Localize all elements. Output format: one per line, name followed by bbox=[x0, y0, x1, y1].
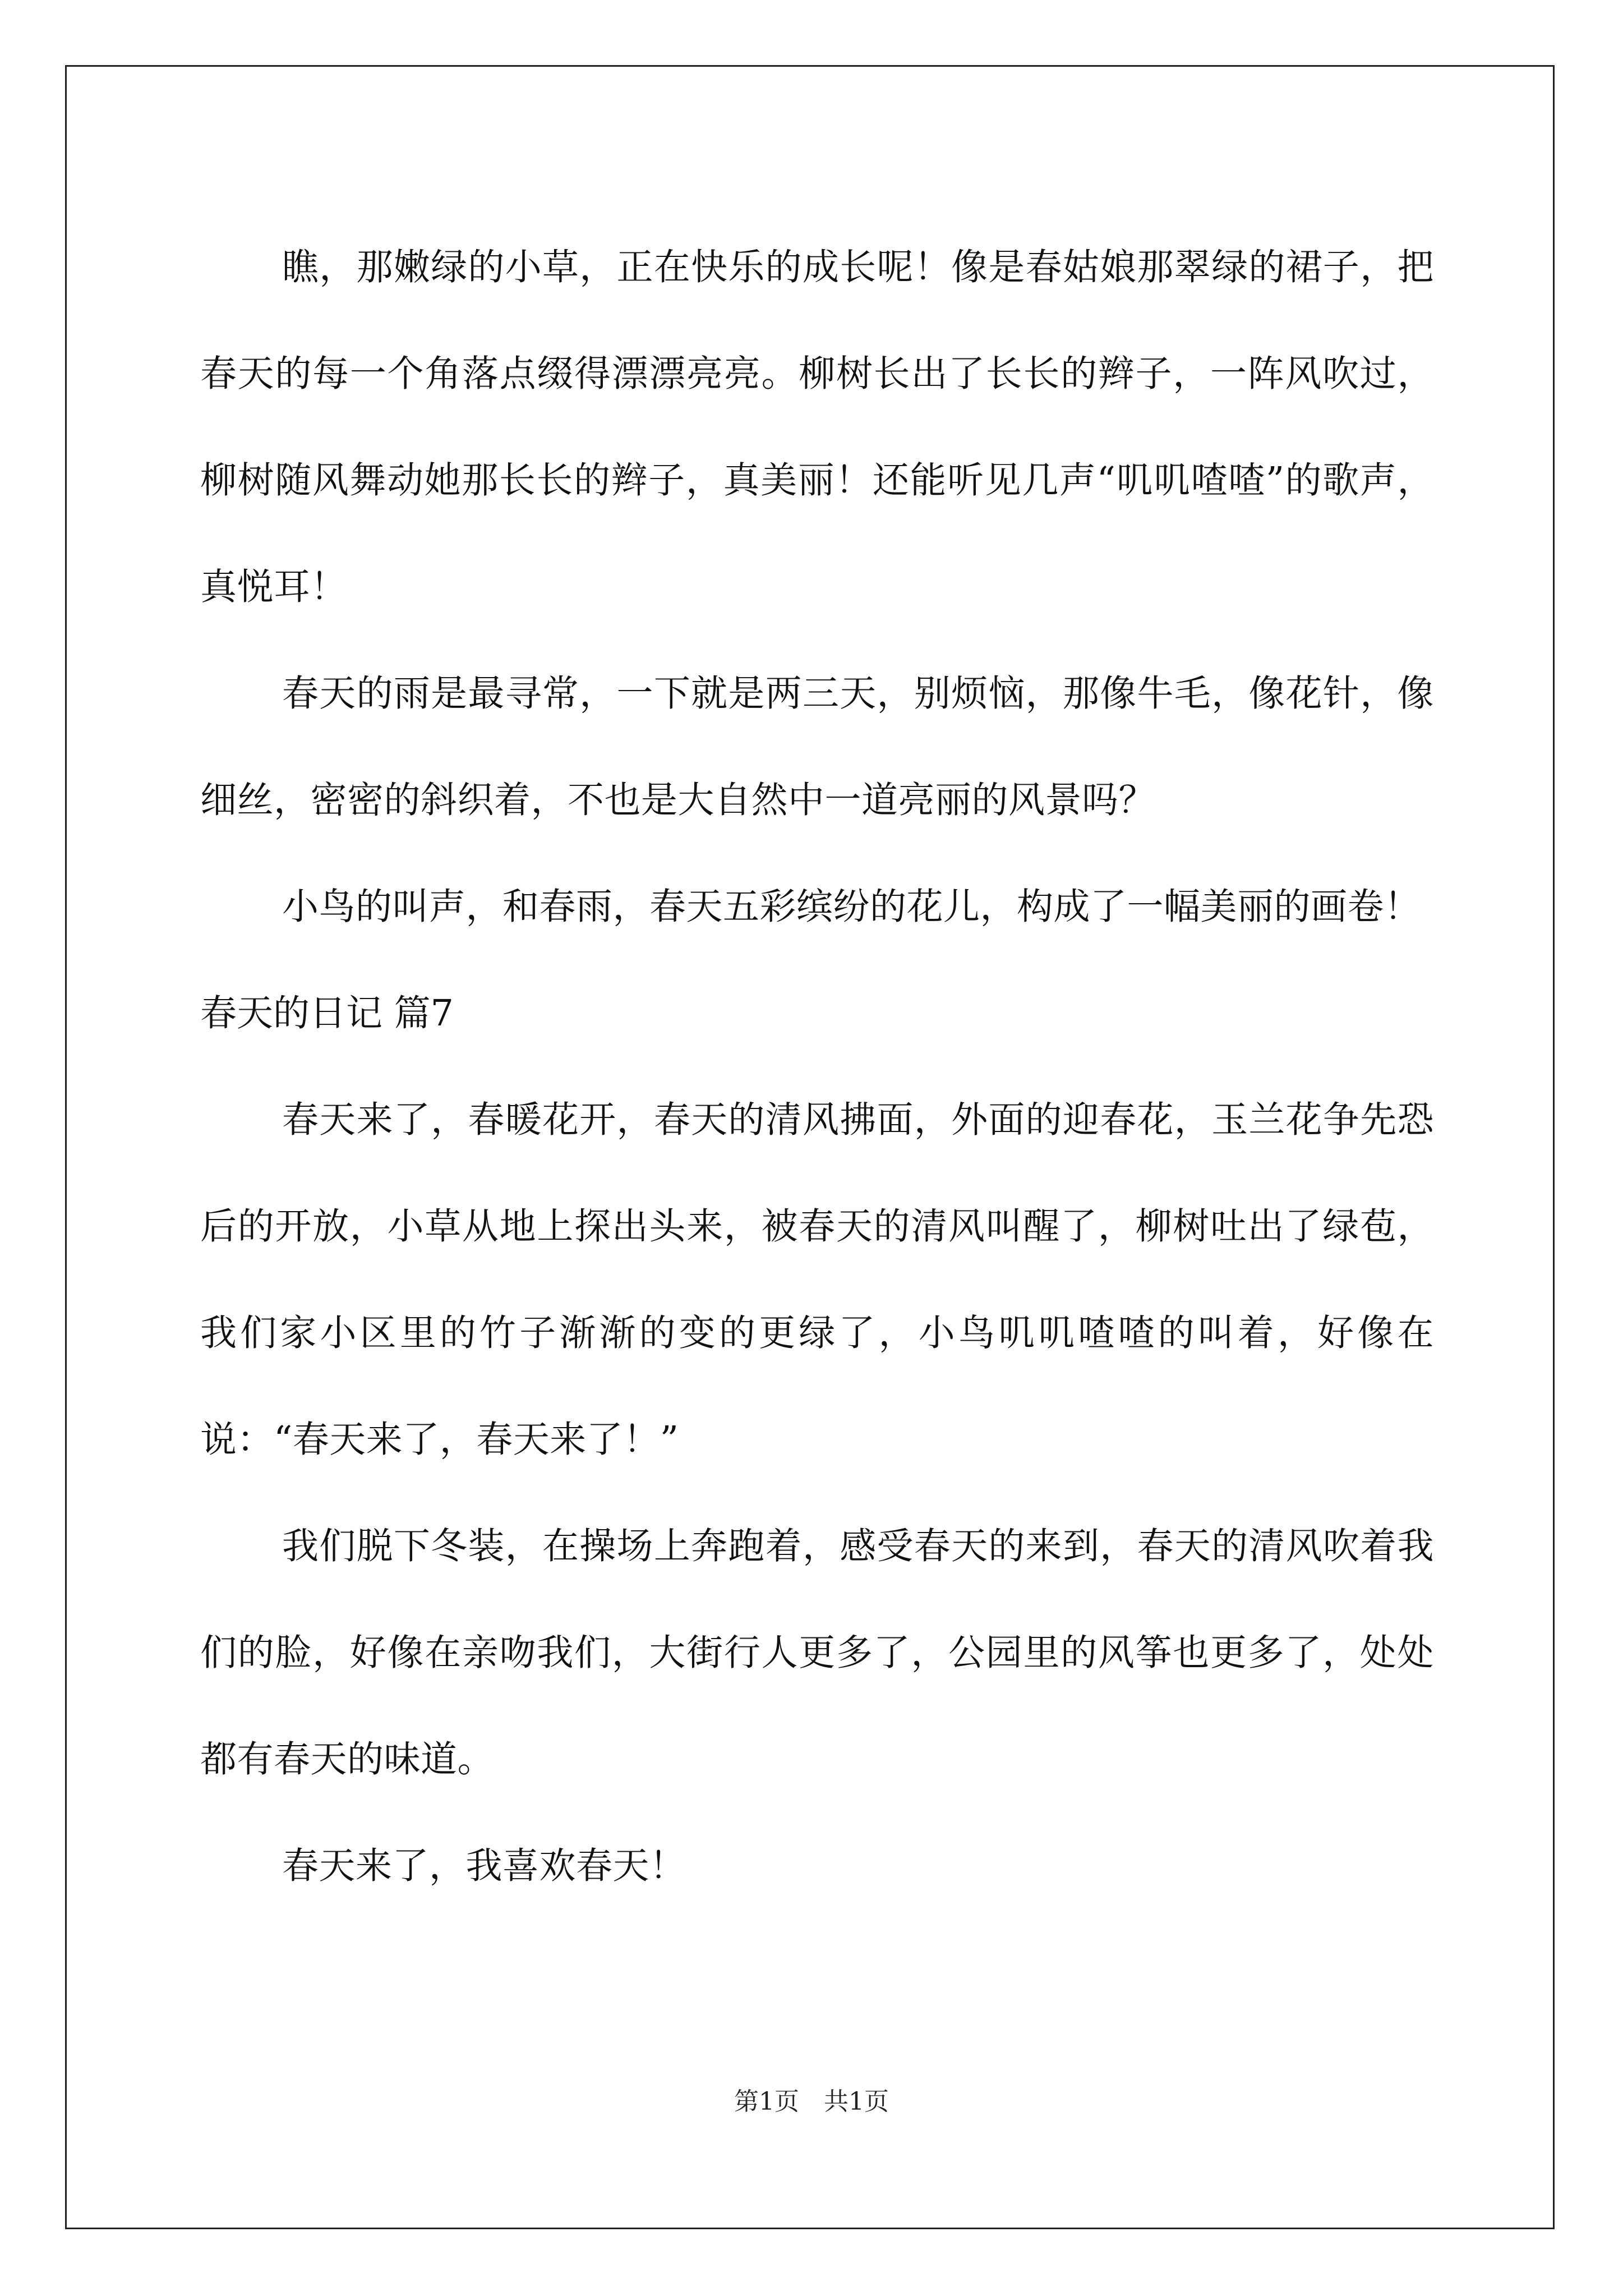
paragraph: 瞧，那嫩绿的小草，正在快乐的成长呢！像是春姑娘那翠绿的裙子，把春天的每一个角落点缀得漂漂亮亮。柳树长出了长长的辫子，一阵风吹过，柳树随风舞动她那长长的辫子，真美丽！还能听见几声“叽叽喳喳”的歌声，真悦耳！ bbox=[200, 246, 1434, 608]
paragraph: 春天来了，我喜欢春天！ bbox=[282, 1845, 686, 1887]
document-body bbox=[200, 214, 1434, 1920]
page-footer: 第1页 共1页 bbox=[734, 2087, 889, 2116]
section-heading: 春天的日记 篇7 bbox=[200, 992, 454, 1034]
paragraph: 小鸟的叫声，和春雨，春天五彩缤纷的花儿，构成了一幅美丽的画卷！ bbox=[282, 886, 1421, 928]
paragraph: 春天的雨是最寻常，一下就是两三天，别烦恼，那像牛毛，像花针，像细丝，密密的斜织着，不也是大自然中一道亮丽的风景吗？ bbox=[200, 673, 1434, 821]
paragraph: 我们脱下冬装，在操场上奔跑着，感受春天的来到，春天的清风吹着我们的脸，好像在亲吻我们，大街行人更多了，公园里的风筝也更多了，处处都有春天的味道。 bbox=[200, 1525, 1434, 1780]
paragraph: 春天来了，春暖花开，春天的清风拂面，外面的迎春花，玉兰花争先恐后的开放，小草从地上探出头来，被春天的清风叫醒了，柳树吐出了绿苞，我们家小区里的竹子渐渐的变的更绿了，小鸟叽叽喳喳的叫着，好像在说：“春天来了，春天来了！” bbox=[200, 1099, 1434, 1461]
